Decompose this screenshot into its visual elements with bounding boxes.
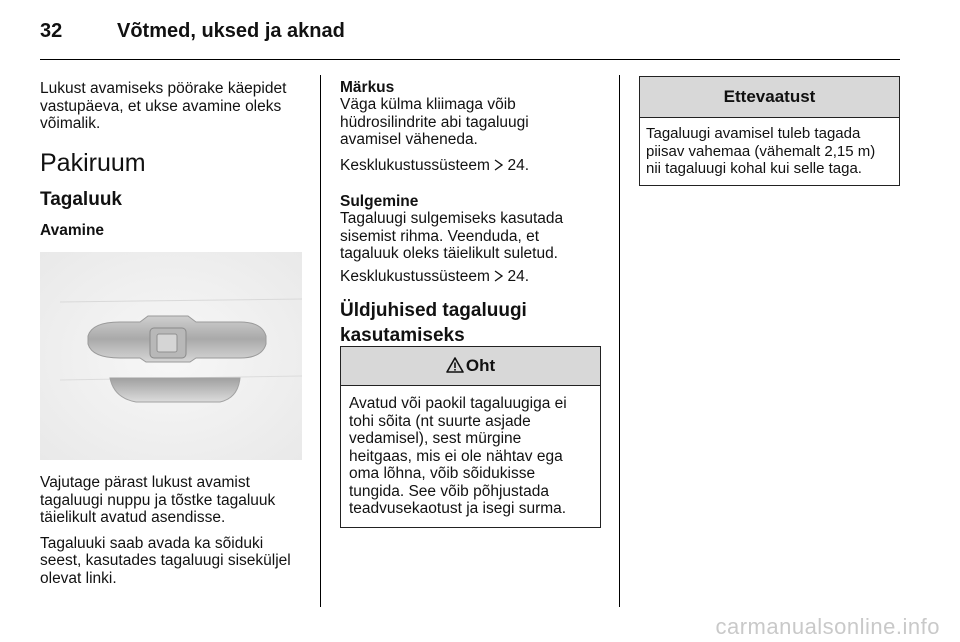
- heading-avamine: Avamine: [40, 222, 105, 239]
- column-1: [40, 80, 310, 133]
- heading-sulgemine: Sulgemine: [340, 193, 419, 210]
- danger-box: [340, 346, 601, 528]
- heading-general-guidelines: Üldjuhised tagaluugi kasutamiseks: [340, 300, 527, 346]
- intro-paragraph: Lukust avamiseks pöörake käepidet vastupäeva, et ukse avamine oleks võimalik.: [40, 80, 287, 132]
- danger-text: Avatud või paokil tagaluugiga ei tohi sõita (nt suurte asjade vedamisel), sest mürgine heitgaas, mis ei ole nähtav ega oma lõhna, võib sõidukisse tungida. See võib põhjustada teadvusekaotust ja isegi surma.: [349, 395, 567, 517]
- column-1-lower: [40, 474, 315, 587]
- section-heading-pakiruum: Pakiruum: [40, 149, 146, 177]
- page-number: 32: [40, 20, 63, 42]
- close-instructions: Tagaluugi sulgemiseks kasutada sisemist rihma. Veenduda, et tagaluuk oleks täielikult suletud.: [340, 210, 564, 262]
- caution-box: [639, 76, 900, 186]
- page-title: Võtmed, uksed ja aknad: [117, 20, 345, 42]
- column-divider-2: [619, 75, 620, 607]
- note-title: Märkus: [340, 79, 395, 96]
- caution-header: Ettevaatust: [640, 77, 899, 118]
- column-divider-1: [320, 75, 321, 607]
- tailgate-handle-illustration: [40, 252, 302, 460]
- inside-open-paragraph: Tagaluuki saab avada ka sõiduki seest, kasutades tagaluugi siseküljel olevat linki.: [40, 534, 291, 587]
- watermark: carmanualsonline.info: [715, 614, 940, 639]
- warning-triangle-icon: [446, 349, 464, 387]
- page-reference-icon: [494, 269, 503, 287]
- header-rule: [40, 59, 900, 60]
- cross-reference-1[interactable]: Kesklukustussüsteem 24.: [340, 157, 530, 174]
- danger-header: Oht: [341, 347, 600, 386]
- caution-text: Tagaluugi avamisel tuleb tagada piisav vahemaa (vähemalt 2,15 m) nii tagaluugi kohal kui selle taga.: [646, 125, 876, 177]
- note-text: Väga külma kliimaga võib hüdrosilindrite abi tagaluugi avamisel väheneda.: [340, 96, 529, 148]
- subsection-heading-tagaluuk: Tagaluuk: [40, 189, 122, 210]
- note-block: [340, 79, 610, 149]
- page-reference-icon: [494, 158, 503, 176]
- cross-reference-2[interactable]: Kesklukustussüsteem 24.: [340, 268, 530, 285]
- open-instruction-paragraph: Vajutage pärast lukust avamist tagaluugi nuppu ja tõstke tagaluuk täielikult avatud asendisse.: [40, 474, 276, 526]
